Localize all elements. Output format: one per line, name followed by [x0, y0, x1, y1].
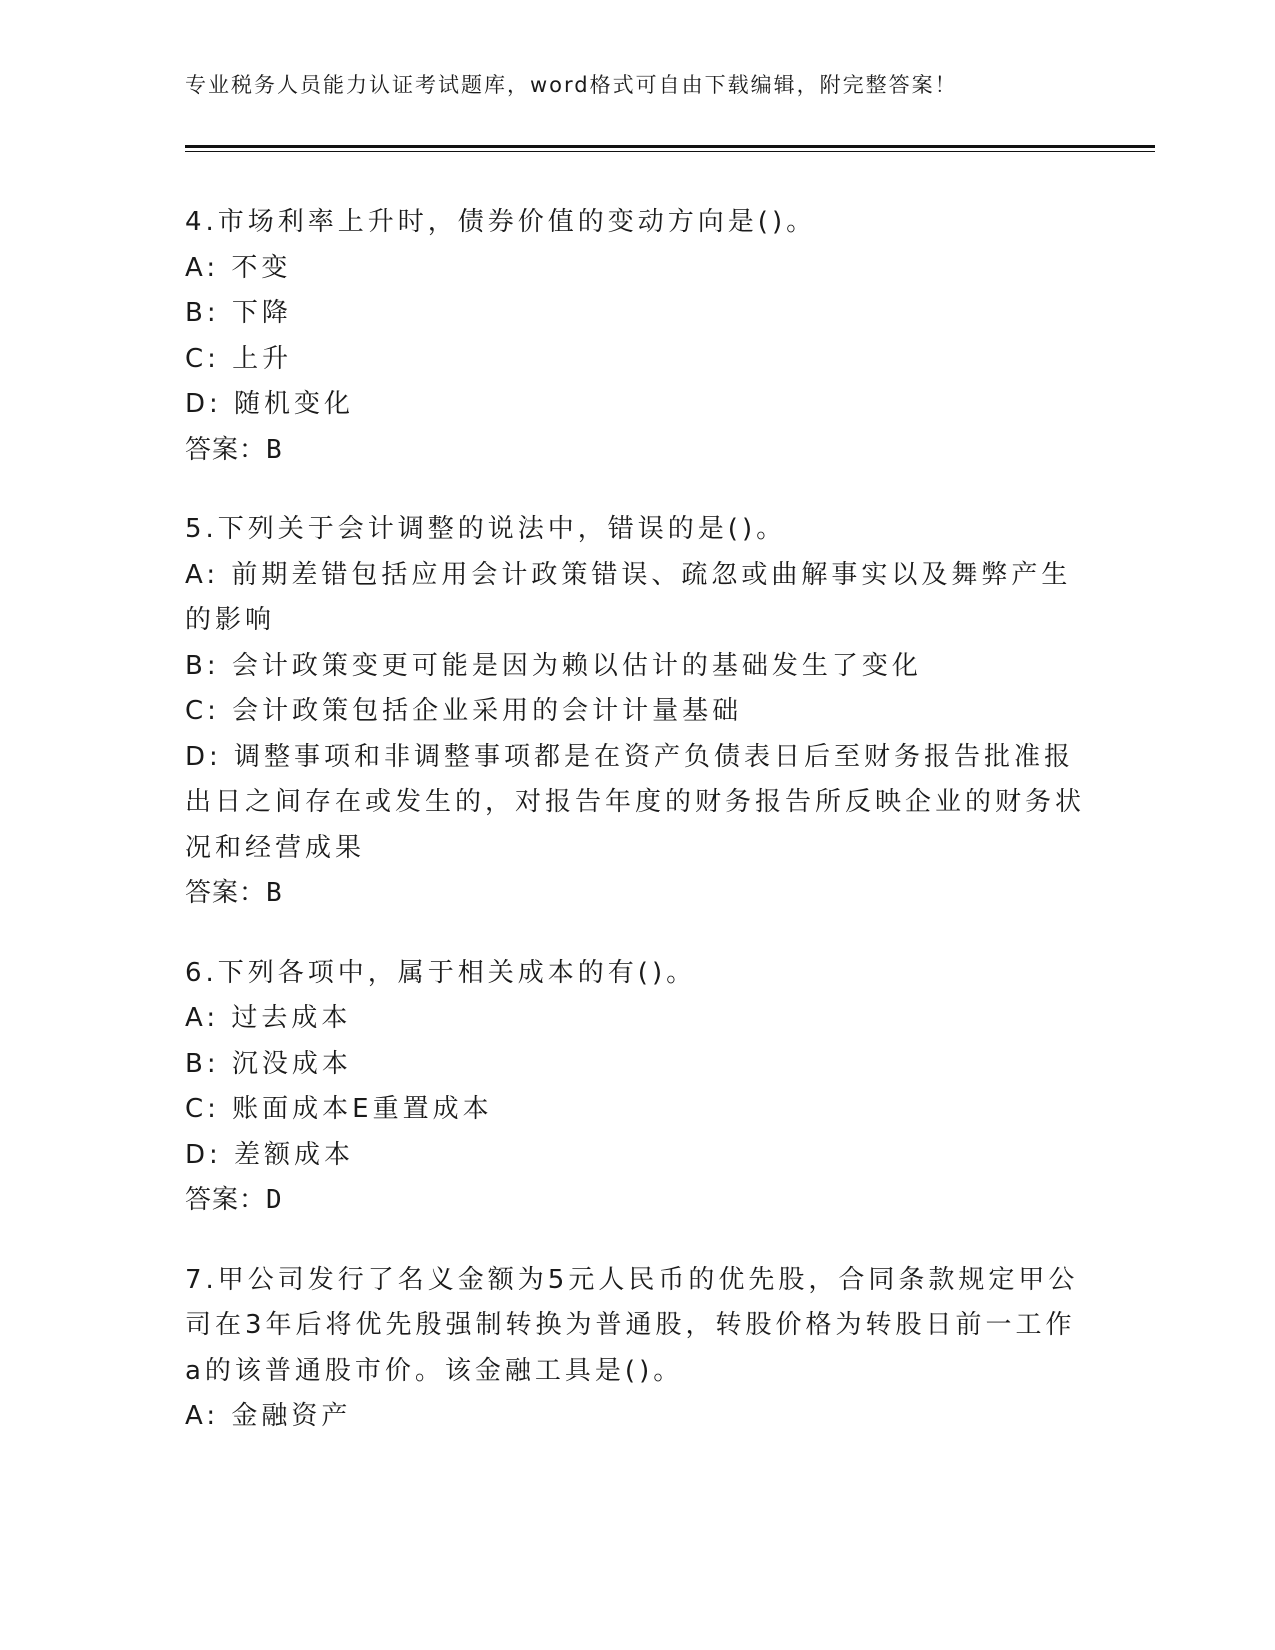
option-b: B: 沉没成本 — [185, 1048, 352, 1079]
question-5 — [185, 507, 1085, 917]
answer-value: B — [266, 878, 282, 908]
option-a: A: 金融资产 — [185, 1401, 352, 1431]
question-4 — [185, 200, 1085, 473]
answer-label: 答案： — [185, 434, 267, 465]
option-b: B: 会计政策变更可能是因为赖以估计的基础发生了变化 — [185, 650, 922, 681]
option-b: B: 下降 — [185, 298, 292, 328]
option-d: D: 调整事项和非调整事项都是在资产负债表日后至财务报告批准报出日之间存在或发生的，对报告年度的财务报告所反映企业的财务状况和经营成果 — [185, 741, 1086, 863]
question-6 — [185, 951, 1085, 1224]
answer — [185, 871, 1085, 917]
option-c: C: 上升 — [185, 343, 293, 374]
question-7 — [185, 1258, 1085, 1440]
answer-value: B — [266, 434, 282, 465]
answer-value: D — [266, 1185, 282, 1215]
header-divider-thin — [185, 151, 1155, 152]
question-list — [185, 200, 1085, 1474]
answer-label: 答案： — [185, 878, 267, 908]
answer — [185, 1178, 1085, 1224]
option-a: A: 过去成本 — [185, 1003, 352, 1033]
question-stem: 5.下列关于会计调整的说法中，错误的是()。 — [185, 514, 787, 544]
option-c: C: 账面成本E重置成本 — [185, 1094, 493, 1124]
question-stem: 4.市场利率上升时，债券价值的变动方向是()。 — [185, 207, 817, 237]
answer-label: 答案： — [185, 1185, 267, 1215]
option-c: C: 会计政策包括企业采用的会计计量基础 — [185, 696, 743, 726]
page-header: 专业税务人员能力认证考试题库，word格式可自由下载编辑，附完整答案！ — [185, 73, 958, 97]
answer — [185, 428, 1085, 474]
header-divider-thick — [185, 145, 1155, 148]
option-d: D: 随机变化 — [185, 389, 355, 419]
question-stem: 7.甲公司发行了名义金额为5元人民币的优先股，合同条款规定甲公司在3年后将优先殷强制转换为普通股，转股价格为转股日前一工作a的该普通股市价。该金融工具是()。 — [185, 1264, 1079, 1386]
question-stem: 6.下列各项中，属于相关成本的有()。 — [185, 957, 697, 988]
option-a: A: 前期差错包括应用会计政策错误、疏忽或曲解事实以及舞弊产生的影响 — [185, 559, 1072, 635]
option-a: A: 不变 — [185, 252, 292, 283]
option-d: D: 差额成本 — [185, 1139, 355, 1170]
